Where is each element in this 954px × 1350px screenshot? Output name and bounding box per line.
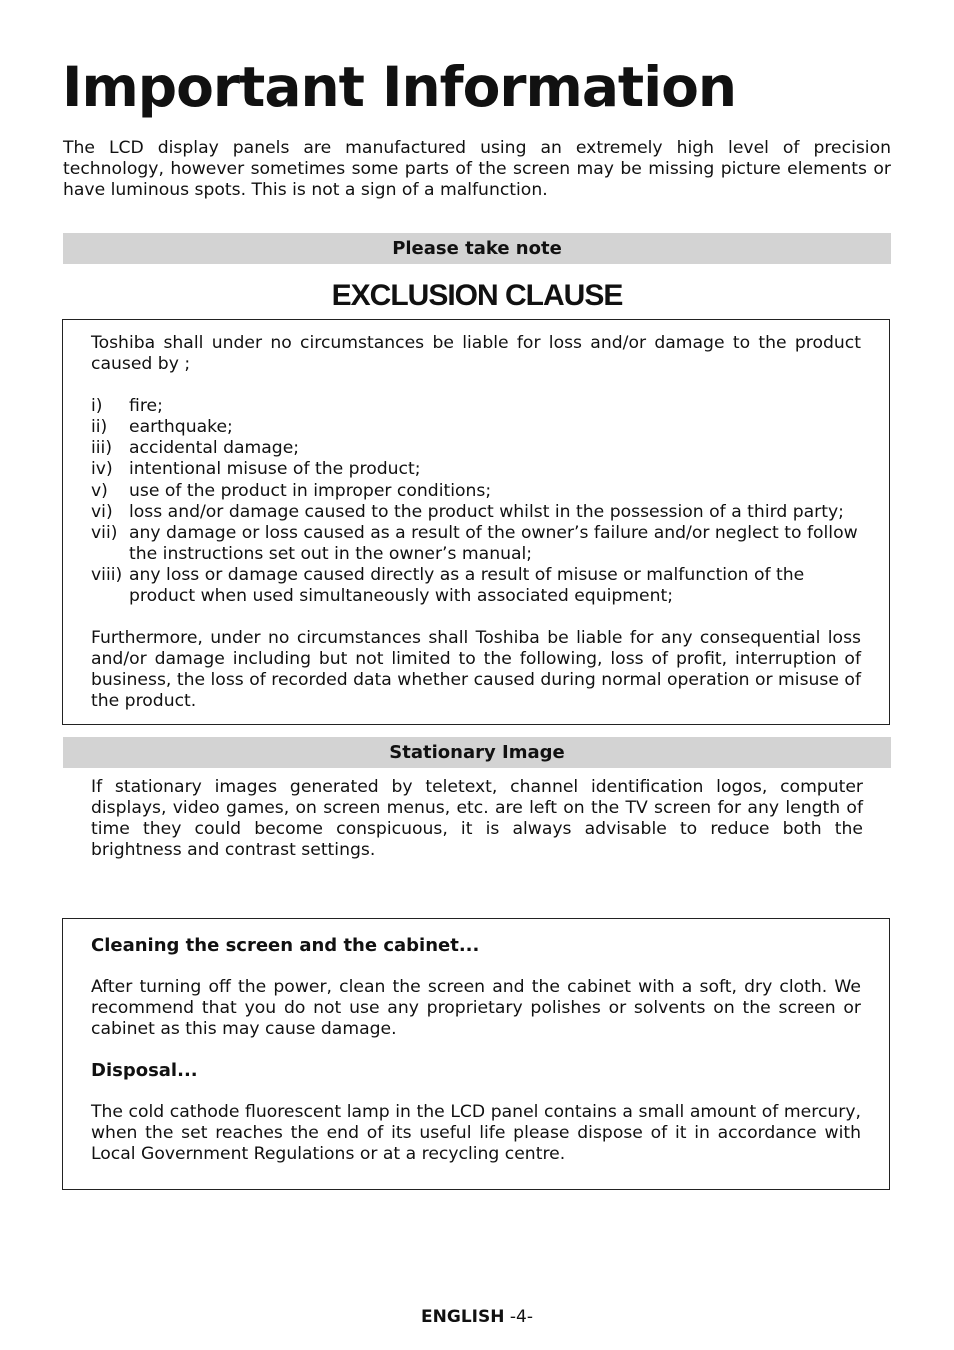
cleaning-heading: Cleaning the screen and the cabinet... xyxy=(91,935,480,956)
list-item xyxy=(91,565,861,607)
footer-language: ENGLISH xyxy=(421,1307,505,1327)
page-title: Important Information xyxy=(62,55,737,119)
exclusion-lead: Toshiba shall under no circumstances be liable for loss and/or damage to the product caused by ; xyxy=(91,333,861,375)
list-item-number: i) xyxy=(91,396,103,417)
list-item-number: vi) xyxy=(91,501,113,522)
list-item-text: intentional misuse of the product; xyxy=(129,459,421,480)
please-take-note-bar: Please take note xyxy=(63,233,891,264)
list-item xyxy=(91,438,861,459)
disposal-text: The cold cathode fluorescent lamp in the LCD panel contains a small amount of mercury, when the set reaches the end of its useful life please dispose of it in accordance with Local Government Regulations or at a recycling centre. xyxy=(91,1102,861,1165)
stationary-image-bar: Stationary Image xyxy=(63,737,891,768)
list-item-text: fire; xyxy=(129,396,163,417)
footer-page-number: -4- xyxy=(504,1307,533,1327)
list-item-text: accidental damage; xyxy=(129,438,300,459)
list-item-text: loss and/or damage caused to the product whilst in the possession of a third party; xyxy=(129,501,844,522)
list-item-number: iii) xyxy=(91,438,113,459)
list-item xyxy=(91,417,861,438)
disposal-heading: Disposal... xyxy=(91,1060,198,1082)
list-item xyxy=(91,502,861,523)
exclusion-list xyxy=(91,396,861,607)
list-item-text: any damage or loss caused as a result of the owner’s failure and/or neglect to follow the instructions set out in the owner’s manual; xyxy=(129,522,858,564)
list-item-number: iv) xyxy=(91,459,113,480)
care-box xyxy=(62,918,890,1190)
list-item-number: vii) xyxy=(91,522,118,543)
list-item-text: any loss or damage caused directly as a result of misuse or malfunction of the product when used simultaneously with associated equipment; xyxy=(129,564,805,607)
exclusion-closing: Furthermore, under no circumstances shall Toshiba be liable for any consequential loss and/or damage including but not limited to the following, loss of profit, interruption of business, the loss of recorded data whether caused during normal operation or misuse of the product. xyxy=(91,628,861,712)
page-footer xyxy=(0,1306,954,1328)
cleaning-text: After turning off the power, clean the screen and the cabinet with a soft, dry cloth. We recommend that you do not use any proprietary polishes or solvents on the screen or cabinet as this may cause damage. xyxy=(91,977,861,1040)
list-item xyxy=(91,396,861,417)
intro-paragraph: The LCD display panels are manufactured using an extremely high level of precision technology, however sometimes some parts of the screen may be missing picture elements or have luminous spots. This is not a sign of a malfunction. xyxy=(63,138,891,200)
exclusion-clause-box xyxy=(62,319,890,725)
list-item xyxy=(91,459,861,480)
list-item xyxy=(91,481,861,502)
exclusion-clause-heading: EXCLUSION CLAUSE xyxy=(331,279,623,312)
list-item-text: earthquake; xyxy=(129,417,233,438)
list-item-number: viii) xyxy=(91,564,123,585)
list-item-number: ii) xyxy=(91,417,108,438)
list-item xyxy=(91,523,861,565)
stationary-image-text: If stationary images generated by teletext, channel identification logos, computer displays, video games, on screen menus, etc. are left on the TV screen for any length of time they could become conspicuous, it is always advisable to reduce both the brightness and contrast settings. xyxy=(91,777,863,861)
list-item-text: use of the product in improper conditions; xyxy=(129,480,492,501)
list-item-number: v) xyxy=(91,480,108,501)
